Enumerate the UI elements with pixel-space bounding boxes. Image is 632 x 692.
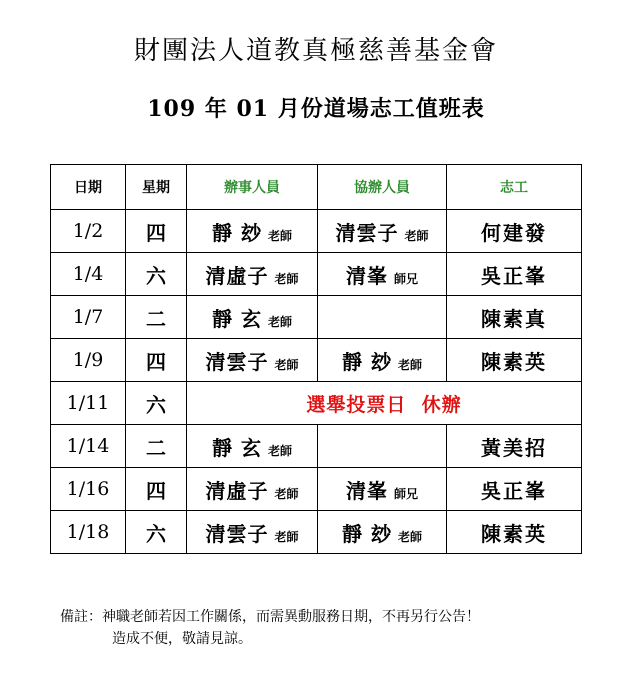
- staff-cell: [187, 253, 318, 296]
- staff-cell: [187, 468, 318, 511]
- footnote-line-1: 備註：神職老師若因工作關係，而需異動服務日期，不再另行公告！: [60, 609, 480, 625]
- date-text: 1/7: [72, 306, 104, 328]
- assist-name: 清峯: [345, 478, 388, 503]
- assist-cell: [318, 253, 447, 296]
- volunteer-name: 陳素真: [481, 306, 547, 331]
- volunteer-name: 吳正峯: [481, 263, 547, 288]
- table-row: [51, 253, 582, 296]
- page-subtitle: 109 年 01 月份道場志工值班表: [147, 96, 485, 122]
- volunteer-name: 何建發: [481, 220, 547, 245]
- volunteer-name: 吳正峯: [481, 478, 547, 503]
- table-row: [51, 210, 582, 253]
- staff-cell: [187, 210, 318, 253]
- assist-cell: [318, 210, 447, 253]
- weekday-cell: [126, 210, 187, 253]
- weekday-cell: [126, 296, 187, 339]
- header-assist: 協辦人員: [318, 165, 447, 210]
- staff-name: 靜 玄: [212, 306, 262, 331]
- footnote-line-2: 造成不便，敬請見諒。: [112, 631, 252, 647]
- volunteer-cell: [447, 425, 582, 468]
- staff-name: 清虛子: [205, 263, 269, 288]
- volunteer-cell: [447, 296, 582, 339]
- table-row: [51, 425, 582, 468]
- date-text: 1/16: [66, 478, 110, 500]
- table-header-row: [51, 165, 582, 210]
- table-row: [51, 382, 582, 425]
- date-text: 1/11: [66, 392, 110, 414]
- weekday-text: 二: [146, 435, 166, 460]
- duty-schedule-table: [50, 164, 582, 554]
- staff-title: 老師: [267, 314, 292, 329]
- assist-name: 靜 玅: [342, 521, 392, 546]
- weekday-text: 四: [146, 349, 166, 374]
- weekday-text: 四: [146, 220, 166, 245]
- date-cell: [51, 468, 126, 511]
- staff-title: 老師: [267, 443, 292, 458]
- holiday-cell: [187, 382, 582, 425]
- date-cell: [51, 425, 126, 468]
- assist-title: 老師: [397, 529, 422, 544]
- date-cell: [51, 511, 126, 554]
- assist-cell: [318, 468, 447, 511]
- volunteer-cell: [447, 339, 582, 382]
- staff-name: 靜 玅: [212, 220, 262, 245]
- staff-title: 老師: [274, 271, 299, 286]
- staff-cell: [187, 511, 318, 554]
- assist-name: 靜 玅: [342, 349, 392, 374]
- weekday-text: 六: [146, 263, 166, 288]
- header-staff: 辦事人員: [187, 165, 318, 210]
- table-row: [51, 511, 582, 554]
- volunteer-cell: [447, 511, 582, 554]
- assist-title: 老師: [397, 357, 422, 372]
- staff-title: 老師: [274, 486, 299, 501]
- table-row: [51, 339, 582, 382]
- staff-name: 清雲子: [205, 521, 269, 546]
- holiday-text: 選舉投票日 休辦: [306, 393, 462, 416]
- assist-name: 清峯: [345, 263, 388, 288]
- staff-name: 靜 玄: [212, 435, 262, 460]
- footnote: [60, 606, 480, 650]
- volunteer-cell: [447, 210, 582, 253]
- date-cell: [51, 296, 126, 339]
- date-text: 1/4: [72, 263, 104, 285]
- volunteer-name: 黃美招: [481, 435, 547, 460]
- staff-title: 老師: [274, 529, 299, 544]
- volunteer-name: 陳素英: [481, 521, 547, 546]
- volunteer-name: 陳素英: [481, 349, 547, 374]
- assist-name: 清雲子: [335, 220, 399, 245]
- table-row: [51, 468, 582, 511]
- date-cell: [51, 210, 126, 253]
- staff-title: 老師: [274, 357, 299, 372]
- volunteer-cell: [447, 253, 582, 296]
- weekday-cell: [126, 339, 187, 382]
- date-text: 1/14: [66, 435, 110, 457]
- date-cell: [51, 253, 126, 296]
- weekday-text: 四: [146, 478, 166, 503]
- date-cell: [51, 339, 126, 382]
- weekday-cell: [126, 468, 187, 511]
- assist-cell: [318, 339, 447, 382]
- staff-cell: [187, 339, 318, 382]
- date-text: 1/18: [66, 521, 110, 543]
- weekday-cell: [126, 382, 187, 425]
- header-weekday: 星期: [126, 165, 187, 210]
- assist-title: 老師: [404, 228, 429, 243]
- date-text: 1/9: [72, 349, 104, 371]
- assist-title: 師兄: [393, 486, 418, 501]
- date-cell: [51, 382, 126, 425]
- page-title: 財團法人道教真極慈善基金會: [133, 36, 498, 66]
- weekday-cell: [126, 425, 187, 468]
- header-volunteer: 志工: [447, 165, 582, 210]
- date-text: 1/2: [72, 220, 104, 242]
- weekday-text: 二: [146, 306, 166, 331]
- staff-title: 老師: [267, 228, 292, 243]
- weekday-text: 六: [146, 392, 166, 417]
- volunteer-cell: [447, 468, 582, 511]
- staff-name: 清雲子: [205, 349, 269, 374]
- weekday-text: 六: [146, 521, 166, 546]
- assist-cell: [318, 425, 447, 468]
- header-date: 日期: [51, 165, 126, 210]
- staff-cell: [187, 296, 318, 339]
- assist-cell: [318, 296, 447, 339]
- assist-cell: [318, 511, 447, 554]
- staff-name: 清虛子: [205, 478, 269, 503]
- staff-cell: [187, 425, 318, 468]
- weekday-cell: [126, 253, 187, 296]
- table-row: [51, 296, 582, 339]
- weekday-cell: [126, 511, 187, 554]
- assist-title: 師兄: [393, 271, 418, 286]
